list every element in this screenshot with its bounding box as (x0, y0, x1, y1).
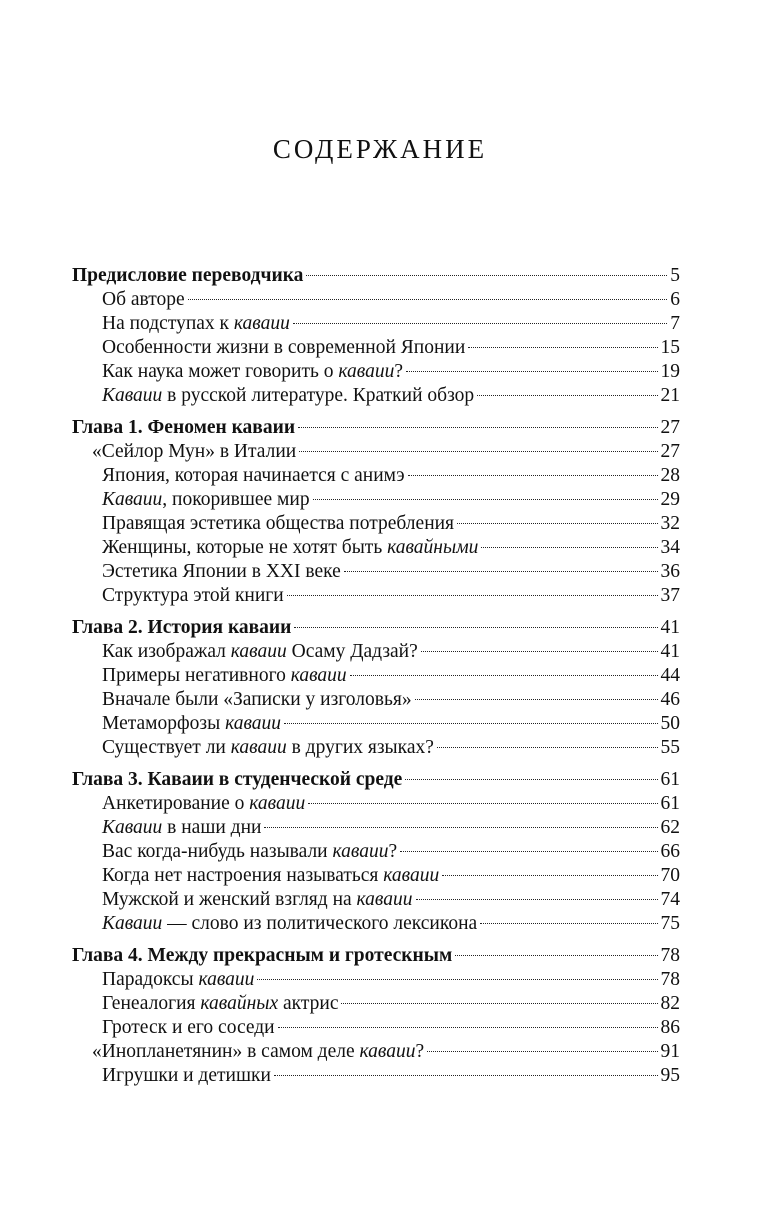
toc-subsection-entry (72, 384, 680, 408)
title-text: Метаморфозы (102, 713, 226, 734)
title-text: Когда нет настроения называться (102, 865, 384, 886)
title-text: Осаму Дадзай? (286, 641, 418, 662)
toc-subsection-entry (72, 536, 680, 560)
subsection-title (102, 488, 310, 512)
toc-subsection-entry (72, 888, 680, 912)
subsection-title (102, 992, 338, 1016)
subsection-title (102, 840, 397, 864)
subsection-title (102, 512, 454, 536)
title-text: ? (394, 361, 403, 382)
page-number: 21 (660, 385, 680, 406)
toc-subsection-entry (72, 664, 680, 688)
dot-leader (188, 299, 668, 300)
italic-term: кавайными (387, 537, 479, 558)
title-text: ? (388, 841, 398, 862)
italic-term: каваии (290, 665, 347, 686)
subsection-title (102, 1016, 275, 1040)
table-of-contents (72, 264, 680, 1096)
toc-subsection-entry (72, 840, 680, 864)
italic-term: каваии (356, 889, 413, 910)
toc-subsection-entry (72, 792, 680, 816)
title-text: Женщины, которые не хотят быть (102, 537, 388, 558)
page-number: 7 (670, 313, 680, 334)
italic-term: каваии (338, 361, 395, 382)
subsection-title (102, 664, 347, 688)
toc-section (72, 416, 680, 608)
italic-term: каваии (383, 865, 440, 886)
title-text: Как изображал (102, 641, 231, 662)
italic-term: каваии (233, 313, 290, 334)
italic-term: каваии (249, 793, 306, 814)
chapter-title (72, 416, 295, 440)
page-title: СОДЕРЖАНИЕ (272, 134, 488, 164)
toc-subsection-entry (72, 736, 680, 760)
subsection-title (102, 288, 185, 312)
toc-chapter-entry (72, 416, 680, 440)
dot-leader (481, 547, 657, 548)
subsection-title (102, 640, 418, 664)
dot-leader (287, 595, 658, 596)
page-number: 15 (660, 337, 680, 358)
page-number: 50 (660, 713, 680, 734)
title-text: Глава 3. Каваии в студенческой среде (72, 769, 403, 790)
page-number: 61 (660, 769, 680, 790)
toc-subsection-entry (72, 360, 680, 384)
toc-chapter-entry (72, 616, 680, 640)
title-text: Вначале были «Записки у изголовья» (102, 689, 412, 710)
toc-subsection-entry (72, 1040, 680, 1064)
dot-leader (421, 651, 658, 652)
page-number: 86 (660, 1017, 680, 1038)
page-number: 62 (660, 817, 680, 838)
page-number: 36 (660, 561, 680, 582)
dot-leader (437, 747, 658, 748)
dot-leader (477, 395, 657, 396)
title-text: Глава 4. Между прекрасным и гротескным (72, 945, 453, 966)
toc-subsection-entry (72, 464, 680, 488)
page-number: 27 (660, 417, 680, 438)
toc-subsection-entry (72, 968, 680, 992)
page-number: 55 (660, 737, 680, 758)
dot-leader (264, 827, 657, 828)
toc-chapter-entry (72, 264, 680, 288)
title-text: Структура этой книги (102, 585, 284, 606)
toc-subsection-entry (72, 1016, 680, 1040)
subsection-title (102, 912, 477, 936)
dot-leader (457, 523, 657, 524)
subsection-title (102, 864, 439, 888)
title-text: Правящая эстетика общества потребления (102, 513, 455, 534)
italic-term: каваии (332, 841, 389, 862)
toc-subsection-entry (72, 992, 680, 1016)
dot-leader (293, 323, 667, 324)
subsection-title (92, 1040, 424, 1064)
page-number: 74 (660, 889, 680, 910)
page-number: 82 (660, 993, 680, 1014)
toc-subsection-entry (72, 312, 680, 336)
title-text: Япония, которая начинается с анимэ (102, 465, 405, 486)
chapter-title (72, 264, 303, 288)
subsection-title (102, 536, 478, 560)
dot-leader (313, 499, 658, 500)
subsection-title (102, 464, 405, 488)
title-text: Примеры негативного (102, 665, 291, 686)
dot-leader (455, 955, 657, 956)
dot-leader (299, 451, 657, 452)
dot-leader (341, 1003, 657, 1004)
page-number: 78 (660, 945, 680, 966)
page-number: 5 (670, 265, 680, 286)
title-text: в русской литературе. Краткий обзор (162, 385, 475, 406)
dot-leader (284, 723, 657, 724)
italic-term: каваии (230, 737, 287, 758)
toc-subsection-entry (72, 584, 680, 608)
title-text: Как наука может говорить о (102, 361, 339, 382)
page-number: 41 (660, 617, 680, 638)
title-text: Существует ли (102, 737, 231, 758)
toc-section (72, 616, 680, 760)
title-text: На подступах к (102, 313, 234, 334)
toc-subsection-entry (72, 336, 680, 360)
title-text: ? (415, 1041, 425, 1062)
italic-term: каваии (225, 713, 282, 734)
toc-chapter-entry (72, 944, 680, 968)
page-number: 66 (660, 841, 680, 862)
subsection-title (92, 440, 296, 464)
subsection-title (102, 688, 412, 712)
toc-subsection-entry (72, 640, 680, 664)
page-number: 6 (670, 289, 680, 310)
page-number: 70 (660, 865, 680, 886)
toc-subsection-entry (72, 440, 680, 464)
title-text: Глава 1. Феномен каваии (72, 417, 296, 438)
subsection-title (102, 968, 254, 992)
title-text: Игрушки и детишки (102, 1065, 271, 1086)
toc-subsection-entry (72, 864, 680, 888)
page-number: 44 (660, 665, 680, 686)
subsection-title (102, 384, 474, 408)
chapter-title (72, 768, 402, 792)
title-text: Об авторе (102, 289, 185, 310)
title-text: Предисловие переводчика (72, 265, 304, 286)
page-number: 46 (660, 689, 680, 710)
title-text: в других языках? (286, 737, 434, 758)
title-text: Генеалогия (102, 993, 201, 1014)
toc-subsection-entry (72, 688, 680, 712)
toc-subsection-entry (72, 488, 680, 512)
toc-section (72, 768, 680, 936)
title-text: , покорившее мир (162, 489, 310, 510)
page-number: 61 (660, 793, 680, 814)
italic-term: Каваии (102, 489, 163, 510)
dot-leader (298, 427, 657, 428)
toc-subsection-entry (72, 560, 680, 584)
dot-leader (350, 675, 658, 676)
subsection-title (102, 1064, 271, 1088)
toc-section (72, 944, 680, 1088)
title-text: Гротеск и его соседи (102, 1017, 275, 1038)
dot-leader (344, 571, 658, 572)
toc-section (72, 264, 680, 408)
page-number: 78 (660, 969, 680, 990)
dot-leader (427, 1051, 657, 1052)
subsection-title (102, 584, 284, 608)
italic-term: каваии (359, 1041, 416, 1062)
page-number: 28 (660, 465, 680, 486)
title-text: Анкетирование о (102, 793, 250, 814)
dot-leader (405, 779, 657, 780)
subsection-title (102, 560, 341, 584)
title-text: Вас когда-нибудь называли (102, 841, 333, 862)
title-text: Глава 2. История каваии (72, 617, 292, 638)
dot-leader (308, 803, 657, 804)
subsection-title (102, 712, 281, 736)
page-number: 29 (660, 489, 680, 510)
title-text: Особенности жизни в современной Японии (102, 337, 466, 358)
dot-leader (274, 1075, 658, 1076)
page-number: 19 (660, 361, 680, 382)
dot-leader (294, 627, 657, 628)
dot-leader (468, 347, 657, 348)
italic-term: Каваии (102, 913, 163, 934)
page-number: 34 (660, 537, 680, 558)
toc-subsection-entry (72, 512, 680, 536)
toc-subsection-entry (72, 912, 680, 936)
title-text: актрис (278, 993, 339, 1014)
italic-term: кавайных (200, 993, 279, 1014)
subsection-title (102, 816, 261, 840)
toc-subsection-entry (72, 816, 680, 840)
title-text: «Сейлор Мун» в Италии (92, 441, 297, 462)
page-number: 41 (660, 641, 680, 662)
page-number: 37 (660, 585, 680, 606)
dot-leader (480, 923, 657, 924)
dot-leader (416, 899, 658, 900)
page-number: 95 (660, 1065, 680, 1086)
dot-leader (306, 275, 667, 276)
subsection-title (102, 360, 403, 384)
italic-term: Каваии (102, 385, 163, 406)
title-text: в наши дни (162, 817, 262, 838)
chapter-title (72, 616, 291, 640)
dot-leader (400, 851, 657, 852)
title-text: Эстетика Японии в XXI веке (102, 561, 341, 582)
subsection-title (102, 736, 434, 760)
title-text: — слово из политического лексикона (162, 913, 478, 934)
toc-chapter-entry (72, 768, 680, 792)
chapter-title (72, 944, 452, 968)
subsection-title (102, 792, 305, 816)
title-text: «Инопланетянин» в самом деле (92, 1041, 360, 1062)
italic-term: Каваии (102, 817, 163, 838)
title-text: Парадоксы (102, 969, 199, 990)
toc-subsection-entry (72, 1064, 680, 1088)
italic-term: каваии (230, 641, 287, 662)
toc-subsection-entry (72, 288, 680, 312)
dot-leader (406, 371, 658, 372)
italic-term: каваии (198, 969, 255, 990)
dot-leader (442, 875, 657, 876)
page-number: 32 (660, 513, 680, 534)
page-number: 91 (660, 1041, 680, 1062)
dot-leader (415, 699, 658, 700)
page-number: 75 (660, 913, 680, 934)
dot-leader (257, 979, 657, 980)
title-text: Мужской и женский взгляд на (102, 889, 357, 910)
page-number: 27 (660, 441, 680, 462)
subsection-title (102, 312, 290, 336)
toc-subsection-entry (72, 712, 680, 736)
dot-leader (408, 475, 658, 476)
subsection-title (102, 888, 413, 912)
dot-leader (278, 1027, 658, 1028)
subsection-title (102, 336, 465, 360)
